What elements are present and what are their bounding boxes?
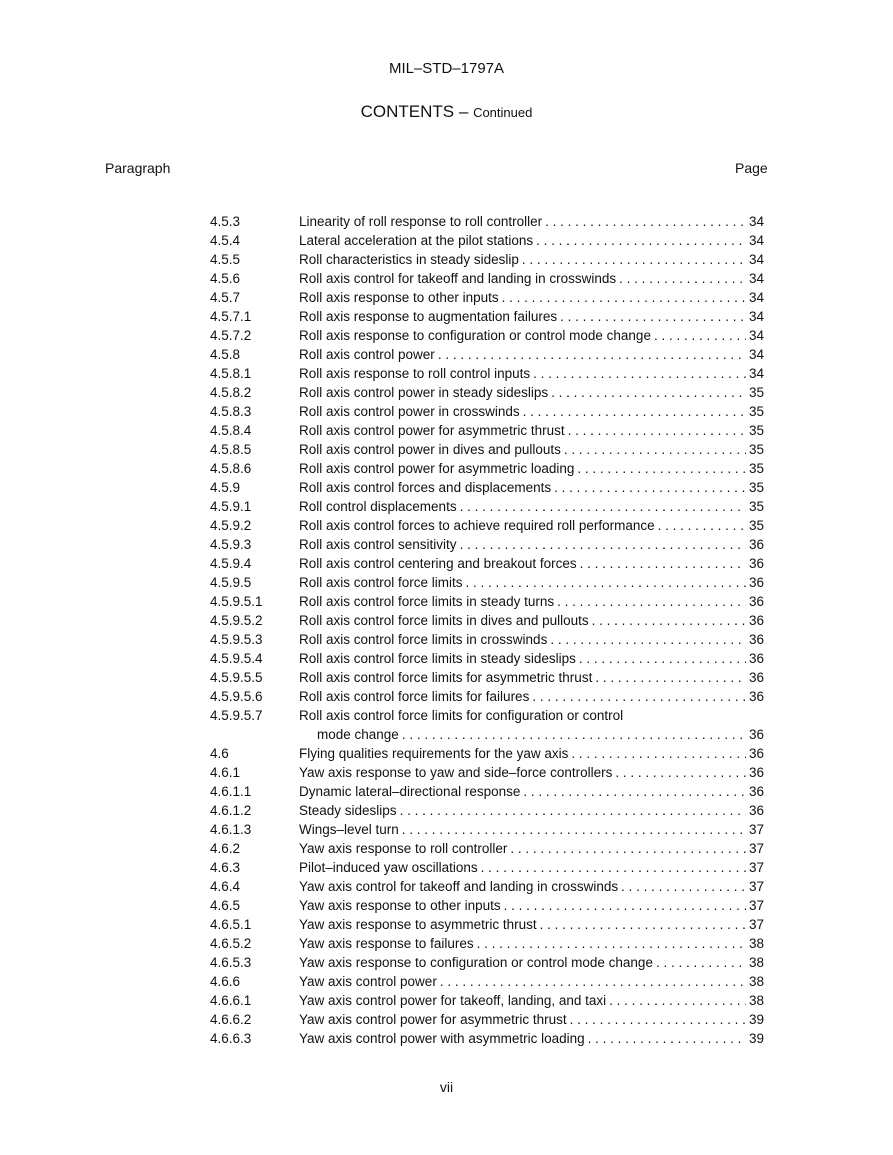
toc-entry-page: 34 — [748, 309, 764, 324]
toc-entry-number: 4.6.6 — [210, 974, 241, 989]
toc-entry-number: 4.5.9.4 — [210, 556, 252, 571]
toc-entry-title: Roll axis control power for asymmetric loading — [299, 461, 575, 476]
page-number: vii — [439, 1079, 454, 1095]
dot-leader — [460, 535, 746, 554]
toc-entry-page: 36 — [748, 765, 764, 780]
toc-entry[interactable] — [210, 972, 764, 991]
toc-entry-title: Roll axis control force limits for configuration or control — [299, 708, 624, 723]
contents-heading: CONTENTS – — [360, 102, 469, 121]
toc-entry-page: 36 — [748, 613, 764, 628]
toc-entry[interactable] — [210, 801, 764, 820]
dot-leader — [568, 421, 746, 440]
toc-entry-page: 34 — [748, 328, 764, 343]
toc-entry[interactable] — [210, 573, 764, 592]
toc-entry[interactable] — [210, 440, 764, 459]
continued-label: Continued — [473, 105, 533, 120]
dot-leader — [400, 801, 746, 820]
dot-leader — [438, 345, 746, 364]
toc-entry-number: 4.5.4 — [210, 233, 241, 248]
dot-leader — [571, 744, 746, 763]
toc-entry-title: Yaw axis control power with asymmetric loading — [299, 1031, 585, 1046]
toc-entry-number: 4.5.9.5.3 — [210, 632, 263, 647]
toc-entry-number: 4.6.4 — [210, 879, 241, 894]
toc-entry-number: 4.5.7.1 — [210, 309, 252, 324]
toc-entry-title: Roll axis control sensitivity — [299, 537, 457, 552]
toc-entry[interactable] — [210, 554, 764, 573]
dot-leader — [619, 269, 746, 288]
toc-entry[interactable] — [210, 915, 764, 934]
toc-entry-title: Yaw axis response to roll controller — [299, 841, 508, 856]
toc-entry[interactable] — [210, 231, 764, 250]
dot-leader — [564, 440, 746, 459]
toc-entry-page: 35 — [748, 423, 764, 438]
dot-leader — [588, 1029, 746, 1048]
toc-entry-continuation[interactable] — [210, 725, 764, 744]
toc-entry-number: 4.6.2 — [210, 841, 241, 856]
toc-entry-number: 4.6 — [210, 746, 229, 761]
toc-entry[interactable] — [210, 877, 764, 896]
toc-entry-title: Pilot–induced yaw oscillations — [299, 860, 478, 875]
toc-entry-number: 4.6.1.1 — [210, 784, 252, 799]
toc-entry-page: 38 — [748, 936, 764, 951]
toc-entry-title: Yaw axis response to configuration or control mode change — [299, 955, 653, 970]
toc-entry-number: 4.5.9.5.6 — [210, 689, 263, 704]
toc-entry[interactable] — [210, 459, 764, 478]
toc-entry-number: 4.6.6.2 — [210, 1012, 252, 1027]
toc-entry-number: 4.6.5.1 — [210, 917, 252, 932]
toc-entry-title: Roll characteristics in steady sideslip — [299, 252, 519, 267]
toc-entry[interactable] — [210, 288, 764, 307]
toc-entry-title: Roll axis control force limits — [299, 575, 463, 590]
dot-leader — [621, 877, 746, 896]
dot-leader — [466, 573, 746, 592]
toc-entry-title: Roll axis control power in crosswinds — [299, 404, 520, 419]
toc-entry-page: 35 — [748, 442, 764, 457]
toc-entry-page: 36 — [748, 670, 764, 685]
toc-entry-page: 37 — [748, 879, 764, 894]
dot-leader — [609, 991, 746, 1010]
toc-entry-page: 37 — [748, 898, 764, 913]
toc-entry-page: 38 — [748, 993, 764, 1008]
dot-leader — [560, 307, 746, 326]
toc-entry[interactable] — [210, 744, 764, 763]
toc-entry-number: 4.6.1 — [210, 765, 241, 780]
toc-entry-title: Lateral acceleration at the pilot stations — [299, 233, 534, 248]
toc-entry[interactable] — [210, 934, 764, 953]
toc-entry[interactable] — [210, 649, 764, 668]
toc-entry-number: 4.6.6.1 — [210, 993, 252, 1008]
toc-entry-page: 34 — [748, 290, 764, 305]
toc-entry[interactable] — [210, 307, 764, 326]
toc-entry-page: 36 — [748, 746, 764, 761]
toc-entry[interactable] — [210, 478, 764, 497]
toc-entry-title: Linearity of roll response to roll controller — [299, 214, 543, 229]
toc-entry[interactable] — [210, 1010, 764, 1029]
dot-leader — [460, 497, 746, 516]
toc-entry-number: 4.6.6.3 — [210, 1031, 252, 1046]
toc-entry-number: 4.5.9.5 — [210, 575, 252, 590]
toc-entry[interactable] — [210, 402, 764, 421]
toc-entry[interactable] — [210, 858, 764, 877]
toc-entry-title: Roll axis control force limits for failures — [299, 689, 530, 704]
dot-leader — [402, 725, 746, 744]
toc-entry-number: 4.5.8.5 — [210, 442, 252, 457]
toc-entry-title: Yaw axis control power — [299, 974, 437, 989]
dot-leader — [510, 839, 746, 858]
toc-entry-page: 36 — [748, 556, 764, 571]
toc-entry-number: 4.5.9.5.5 — [210, 670, 263, 685]
toc-entry-number: 4.5.8.3 — [210, 404, 252, 419]
toc-entry-title: Roll axis control power in dives and pullouts — [299, 442, 561, 457]
toc-entry-number: 4.5.3 — [210, 214, 241, 229]
toc-entry[interactable] — [210, 421, 764, 440]
toc-entry[interactable] — [210, 782, 764, 801]
dot-leader — [477, 934, 746, 953]
toc-entry-page: 35 — [748, 499, 764, 514]
toc-entry-page: 36 — [748, 727, 764, 742]
toc-entry[interactable] — [210, 326, 764, 345]
toc-entry-title: Roll axis control force limits in steady turns — [299, 594, 555, 609]
toc-entry[interactable] — [210, 953, 764, 972]
toc-entry-number: 4.6.5.2 — [210, 936, 252, 951]
toc-entry-page: 36 — [748, 803, 764, 818]
dot-leader — [615, 763, 746, 782]
toc-entry-page: 35 — [748, 404, 764, 419]
dot-leader — [577, 459, 746, 478]
dot-leader — [658, 516, 746, 535]
dot-leader — [550, 630, 746, 649]
document-id: MIL–STD–1797A — [388, 60, 505, 77]
toc-entry-page: 38 — [748, 974, 764, 989]
toc-entry[interactable] — [210, 535, 764, 554]
dot-leader — [504, 896, 746, 915]
dot-leader — [481, 858, 746, 877]
dot-leader — [592, 611, 746, 630]
toc-entry-number: 4.6.3 — [210, 860, 241, 875]
dot-leader — [536, 231, 746, 250]
toc-entry-number: 4.5.7 — [210, 290, 241, 305]
dot-leader — [579, 649, 746, 668]
toc-entry-title: Roll axis response to roll control inputs — [299, 366, 531, 381]
toc-entry-number: 4.5.8.6 — [210, 461, 252, 476]
toc-entry-title: Roll axis response to configuration or control mode change — [299, 328, 651, 343]
toc-entry-number: 4.5.9 — [210, 480, 241, 495]
toc-entry-title: Roll axis control centering and breakout forces — [299, 556, 577, 571]
toc-entry[interactable] — [210, 630, 764, 649]
toc-entry[interactable] — [210, 611, 764, 630]
toc-entry-number: 4.5.7.2 — [210, 328, 252, 343]
toc-entry-page: 35 — [748, 518, 764, 533]
toc-entry-number: 4.5.9.5.2 — [210, 613, 263, 628]
table-of-contents — [210, 212, 764, 1048]
toc-entry-number: 4.5.9.5.1 — [210, 594, 263, 609]
toc-entry-page: 36 — [748, 537, 764, 552]
toc-entry[interactable] — [210, 516, 764, 535]
toc-entry-number: 4.5.8.2 — [210, 385, 252, 400]
toc-entry[interactable] — [210, 839, 764, 858]
toc-entry-page: 37 — [748, 822, 764, 837]
toc-entry-number: 4.6.5 — [210, 898, 241, 913]
toc-entry-title-continued: mode change — [317, 727, 399, 742]
toc-entry-title: Steady sideslips — [299, 803, 397, 818]
dot-leader — [523, 782, 746, 801]
toc-entry-page: 36 — [748, 594, 764, 609]
toc-entry[interactable] — [210, 763, 764, 782]
dot-leader — [545, 212, 746, 231]
toc-entry-title: Roll axis control for takeoff and landing in crosswinds — [299, 271, 617, 286]
toc-entry-number-blank — [210, 725, 299, 744]
toc-entry-page: 37 — [748, 917, 764, 932]
toc-entry-page: 37 — [748, 860, 764, 875]
toc-entry-title: Roll axis response to other inputs — [299, 290, 499, 305]
dot-leader — [402, 820, 746, 839]
toc-entry-page: 34 — [748, 233, 764, 248]
toc-entry-title: Roll axis control power for asymmetric thrust — [299, 423, 565, 438]
toc-entry-title: Flying qualities requirements for the yaw axis — [299, 746, 569, 761]
toc-entry-title: Yaw axis response to failures — [299, 936, 474, 951]
toc-entry-title: Roll axis control power in steady sideslips — [299, 385, 549, 400]
paragraph-column-header: Paragraph — [105, 160, 171, 176]
toc-entry-number: 4.6.1.3 — [210, 822, 252, 837]
toc-entry-page: 34 — [748, 252, 764, 267]
toc-entry[interactable] — [210, 706, 764, 725]
toc-entry-title: Roll axis response to augmentation failures — [299, 309, 558, 324]
toc-entry-title: Roll axis control force limits in crosswinds — [299, 632, 548, 647]
toc-entry[interactable] — [210, 269, 764, 288]
dot-leader — [570, 1010, 746, 1029]
dot-leader — [554, 478, 746, 497]
toc-entry-title: Roll axis control forces to achieve required roll performance — [299, 518, 655, 533]
toc-entry-page: 35 — [748, 480, 764, 495]
toc-entry-title: Yaw axis control power for takeoff, landing, and taxi — [299, 993, 607, 1008]
dot-leader — [656, 953, 746, 972]
toc-entry-number: 4.5.6 — [210, 271, 241, 286]
toc-entry-number: 4.6.1.2 — [210, 803, 252, 818]
dot-leader — [580, 554, 746, 573]
toc-entry-page: 36 — [748, 632, 764, 647]
toc-entry-page: 38 — [748, 955, 764, 970]
toc-entry-title: Roll axis control power — [299, 347, 435, 362]
dot-leader — [440, 972, 746, 991]
toc-entry[interactable] — [210, 668, 764, 687]
toc-entry-title: Wings–level turn — [299, 822, 399, 837]
toc-entry-page: 34 — [748, 366, 764, 381]
toc-entry[interactable] — [210, 383, 764, 402]
toc-entry-title: Roll axis control force limits in steady sideslips — [299, 651, 576, 666]
toc-entry[interactable] — [210, 896, 764, 915]
toc-entry-title: Yaw axis response to asymmetric thrust — [299, 917, 537, 932]
toc-entry[interactable] — [210, 820, 764, 839]
toc-entry-title: Roll axis control forces and displacements — [299, 480, 552, 495]
toc-entry-title: Roll control displacements — [299, 499, 457, 514]
toc-entry-page: 39 — [748, 1012, 764, 1027]
toc-entry-page: 36 — [748, 575, 764, 590]
toc-entry[interactable] — [210, 991, 764, 1010]
toc-entry-page: 37 — [748, 841, 764, 856]
toc-entry-number: 4.5.5 — [210, 252, 241, 267]
dot-leader — [551, 383, 746, 402]
toc-entry-title: Dynamic lateral–directional response — [299, 784, 521, 799]
toc-entry-number: 4.5.8.4 — [210, 423, 252, 438]
toc-entry-page: 36 — [748, 784, 764, 799]
toc-entry-title: Yaw axis control for takeoff and landing in crosswinds — [299, 879, 619, 894]
dot-leader — [532, 687, 746, 706]
toc-entry-page: 36 — [748, 651, 764, 666]
dot-leader — [557, 592, 746, 611]
dot-leader — [654, 326, 746, 345]
toc-entry-title: Yaw axis control power for asymmetric thrust — [299, 1012, 567, 1027]
toc-entry-page: 34 — [748, 214, 764, 229]
dot-leader — [540, 915, 746, 934]
toc-entry[interactable] — [210, 212, 764, 231]
toc-entry-page: 34 — [748, 271, 764, 286]
toc-entry[interactable] — [210, 364, 764, 383]
toc-entry[interactable] — [210, 497, 764, 516]
toc-entry-title: Yaw axis response to other inputs — [299, 898, 501, 913]
toc-entry-number: 4.5.9.1 — [210, 499, 252, 514]
toc-entry[interactable] — [210, 687, 764, 706]
toc-entry-number: 4.5.8.1 — [210, 366, 252, 381]
toc-entry-title: Roll axis control force limits in dives and pullouts — [299, 613, 589, 628]
toc-entry-number: 4.5.8 — [210, 347, 241, 362]
toc-entry[interactable] — [210, 592, 764, 611]
dot-leader — [595, 668, 746, 687]
toc-entry-number: 4.5.9.5.7 — [210, 708, 263, 723]
page-column-header: Page — [735, 160, 768, 176]
toc-entry-number: 4.6.5.3 — [210, 955, 252, 970]
dot-leader — [502, 288, 746, 307]
toc-entry-page: 36 — [748, 689, 764, 704]
dot-leader — [523, 402, 746, 421]
toc-entry-title: Roll axis control force limits for asymmetric thrust — [299, 670, 593, 685]
dot-leader — [533, 364, 746, 383]
toc-entry[interactable] — [210, 250, 764, 269]
toc-entry-number: 4.5.9.3 — [210, 537, 252, 552]
toc-entry-page: 35 — [748, 385, 764, 400]
toc-entry[interactable] — [210, 345, 764, 364]
toc-entry[interactable] — [210, 1029, 764, 1048]
toc-entry-page: 39 — [748, 1031, 764, 1046]
dot-leader — [522, 250, 746, 269]
toc-entry-title: Yaw axis response to yaw and side–force controllers — [299, 765, 613, 780]
page-title — [0, 102, 893, 122]
toc-entry-number: 4.5.9.5.4 — [210, 651, 263, 666]
toc-entry-number: 4.5.9.2 — [210, 518, 252, 533]
toc-entry-page: 35 — [748, 461, 764, 476]
toc-entry-page: 34 — [748, 347, 764, 362]
